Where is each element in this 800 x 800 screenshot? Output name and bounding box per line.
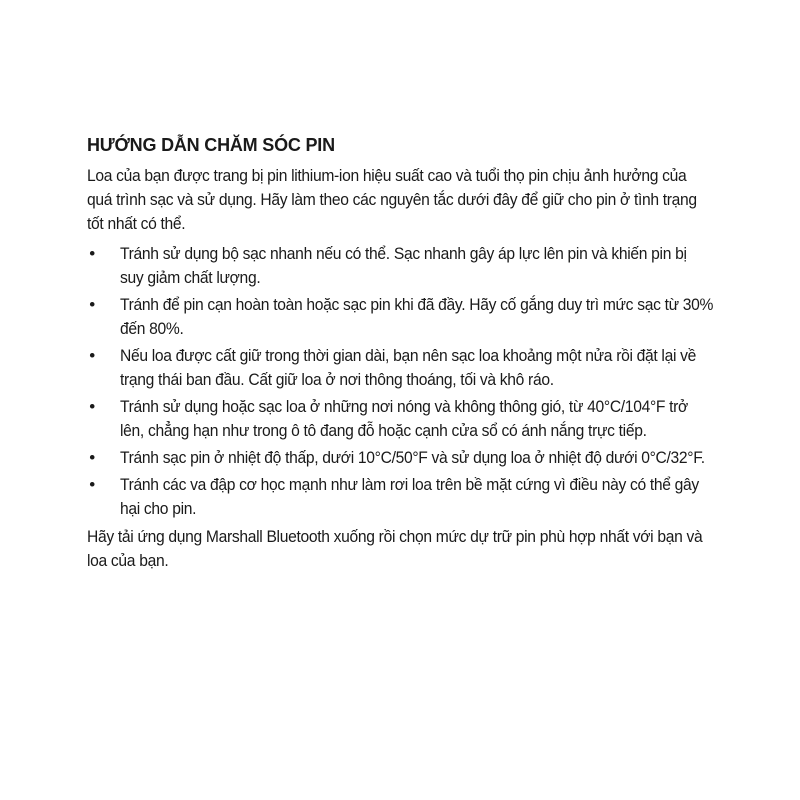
list-item	[87, 344, 717, 392]
intro-paragraph: Loa của bạn được trang bị pin lithium-ion hiệu suất cao và tuổi thọ pin chịu ảnh hưởng của quá trình sạc và sử dụng. Hãy làm theo các nguyên tắc dưới đây để giữ cho pin ở tình trạng tốt nhất có thể.	[87, 166, 697, 233]
list-item-text: Tránh sử dụng hoặc sạc loa ở những nơi nóng và không thông gió, từ 40°C/104°F trở lên, chẳng hạn như trong ô tô đang đỗ hoặc cạnh cửa sổ có ánh nắng trực tiếp.	[120, 397, 688, 440]
list-item-text: Tránh sử dụng bộ sạc nhanh nếu có thể. Sạc nhanh gây áp lực lên pin và khiến pin bị suy giảm chất lượng.	[120, 244, 687, 287]
bullet-marker: •	[89, 346, 95, 365]
list-item	[87, 293, 717, 341]
list-item-text: Tránh sạc pin ở nhiệt độ thấp, dưới 10°C/50°F và sử dụng loa ở nhiệt độ dưới 0°C/32°F.	[120, 448, 705, 467]
battery-care-document	[87, 133, 717, 573]
list-item	[87, 395, 717, 443]
list-item	[87, 473, 717, 521]
list-item-text: Tránh các va đập cơ học mạnh như làm rơi loa trên bề mặt cứng vì điều này có thể gây hại cho pin.	[120, 475, 699, 518]
list-item-text: Tránh để pin cạn hoàn toàn hoặc sạc pin khi đã đầy. Hãy cố gắng duy trì mức sạc từ 30% đến 80%.	[120, 295, 714, 338]
guideline-list	[87, 242, 717, 521]
bullet-marker: •	[89, 448, 95, 467]
bullet-marker: •	[89, 397, 95, 416]
list-item-text: Nếu loa được cất giữ trong thời gian dài, bạn nên sạc loa khoảng một nửa rồi đặt lại về trạng thái ban đầu. Cất giữ loa ở nơi thông thoáng, tối và khô ráo.	[120, 346, 697, 389]
bullet-marker: •	[89, 244, 95, 263]
closing-paragraph: Hãy tải ứng dụng Marshall Bluetooth xuống rồi chọn mức dự trữ pin phù hợp nhất với bạn và loa của bạn.	[87, 527, 703, 570]
list-item	[87, 446, 717, 470]
bullet-marker: •	[89, 475, 95, 494]
document-title: HƯỚNG DẪN CHĂM SÓC PIN	[87, 135, 335, 155]
bullet-marker: •	[89, 295, 95, 314]
list-item	[87, 242, 717, 290]
